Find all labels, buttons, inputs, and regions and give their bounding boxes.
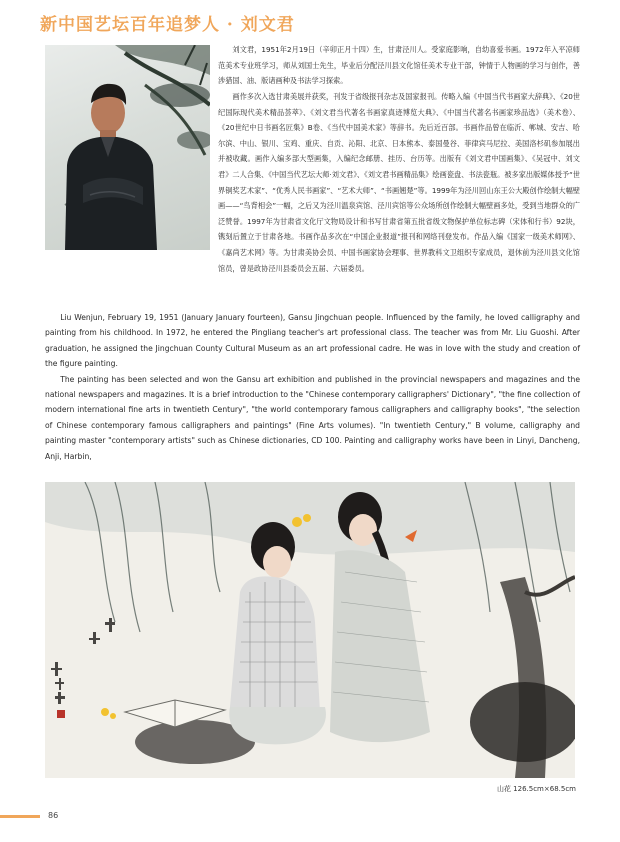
bio-en-paragraph-1: Liu Wenjun, February 19, 1951 (January January fourteen), Gansu Jingchuan people. Influenced by the family, he loved calligraphy and painting from his childhood. In 1972, he entered the Pingliang teacher's art professional class. The teacher was from Mr. Liu Guoshi. After graduation, he assigned the Jingchuan County Cultural Museum as an art professional cadre. He was in love with the study and creation of the figure painting. [45,313,580,369]
bio-zh-paragraph-1: 刘文君，1951年2月19日（辛卯正月十四）生，甘肃泾川人。受家庭影响，自幼喜爱书画。1972年入平凉师范美术专业班学习，师从刘国士先生，毕业后分配泾川县文化馆任美术专业干部，钟情于人物画的学习与创作，善涉猎国、油、版诸画种及书法学习探索。 [218,45,580,86]
footer-accent-bar [0,815,40,818]
bio-chinese-top [218,42,580,89]
page-number: 86 [48,811,59,820]
painting-image [45,482,575,778]
painting-caption: 山花 126.5cm×68.5cm [496,785,576,793]
bio-english [45,310,580,464]
bio-chinese-continued [218,89,580,276]
bio-en-paragraph-2: The painting has been selected and won the Gansu art exhibition and published in the provincial newspapers and magazines and the national newspapers and magazines. It is a brief introduction to the "Chinese contemporary calligraphers' Dictionary", "the fine collection of modern international fine arts in twentieth Century", "the world contemporary famous calligraphers and calligraphy books", "the selection of Chinese contemporary famous calligraphers and paintings" (Fine Arts volumes). "In twentieth Century," B volume, calligraphy and painting master "contemporary artists" such as Chinese dictionaries, CD 100. Painting and calligraphy works have been in Linyi, Dancheng, Anji, Harbin, [45,374,580,461]
artist-portrait [45,45,210,250]
page-title: 新中国艺坛百年追梦人 · 刘文君 [40,15,295,35]
bio-zh-paragraph-2: 画作多次入选甘肃美展并获奖，刊发于省级报刊杂志及国家报刊。传略入编《中国当代书画家大辞典》、《20世纪国际现代美术精品荟萃》、《刘文君当代著名书画家真迹博览大典》、《中国当代著名书画家珍品选》（美术卷）、《20世纪中日书画名匠集》B卷、《当代中国美术家》等辞书。先后近百部。书画作品曾在临沂、郸城、安吉、哈尔滨、中山、银川、宝鸡、重庆、自贡、沁阳、北京、日本熊本、泰国曼谷、菲律宾马尼拉、美国洛杉矶参加展出并被收藏。画作入编多部大型画集，入编纪念邮册、挂历、台历等。出版有《刘文君中国画集》、《吴冠中、刘文君》二人合集、《中国当代艺坛大师·刘文君》、《刘文君书画精品集》绘画瓷盘、书法瓷瓶。被多家出版媒体授予“世界铜奖艺术家”、“优秀人民书画家”、“艺术大师”、“书画翘楚”等。1999年为泾川回山东王公大殿创作绘制大幅壁画——“鸟背相会”一幅，之后又为泾川温泉宾馆、泾川宾馆等公众场所创作绘制大幅壁画多处，受到当地群众的广泛赞誉。1997年为甘肃省文化厅文物局设计和书写甘肃省第五批省级文物保护单位标志碑（宋体和行书）92块，镌刻后置立于甘肃各地。书画作品多次在“中国企业报道”报刊和网络刊登发布。作品入编《国家一级美术师网》、《嘉尚艺术网》等。为甘肃美协会员、中国书画家协会理事、世界教科文卫组织专家成员，退休前为泾川县文化馆馆员，曾是政协泾川县委员会五届、六届委员。 [218,92,580,273]
